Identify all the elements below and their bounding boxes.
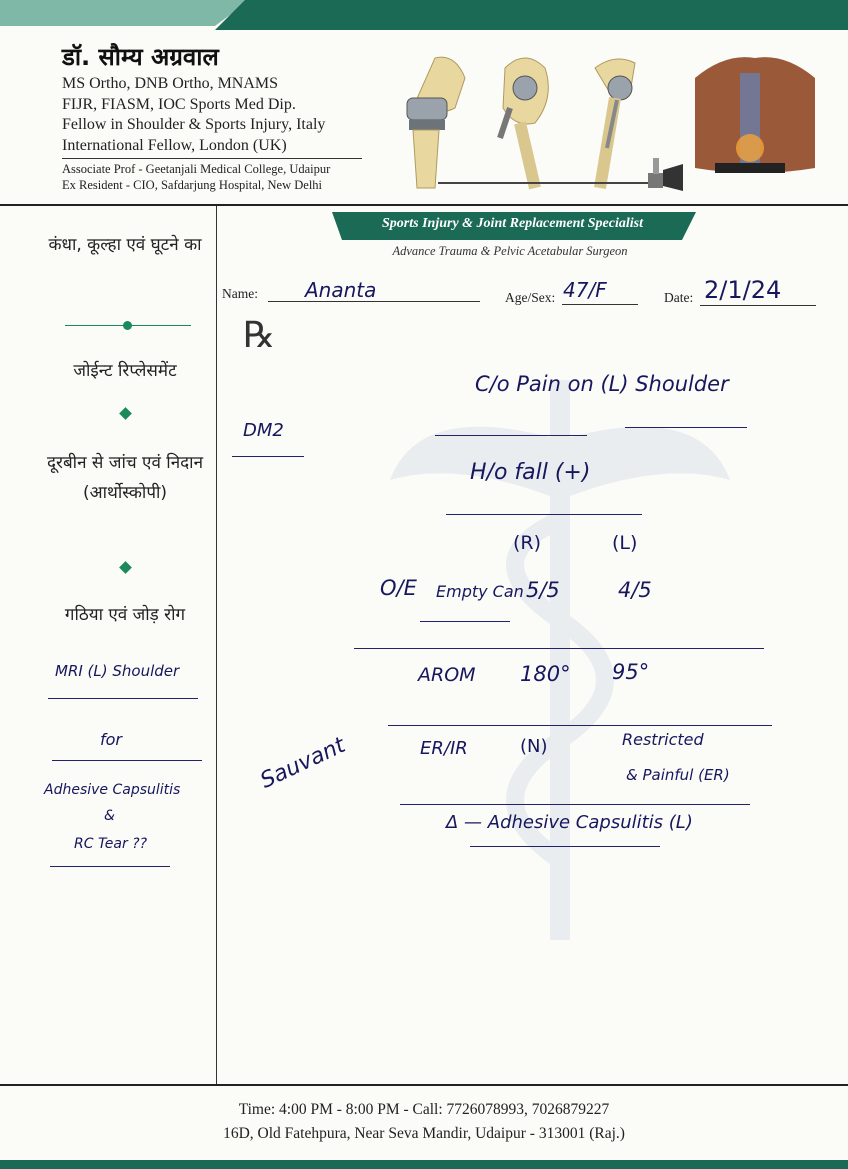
header-rule xyxy=(0,204,848,206)
patient-name: Ananta xyxy=(305,278,377,302)
sidebar-item-joint-replacement: जोईन्ट रिप्लेसमेंट xyxy=(73,361,177,381)
footer-address: 16D, Old Fatehpura, Near Seva Mandir, Udaipur - 313001 (Raj.) xyxy=(223,1125,625,1142)
diamond-icon xyxy=(119,407,132,420)
arom-right: 180° xyxy=(520,662,571,686)
banner-subtitle: Advance Trauma & Pelvic Acetabular Surgeon xyxy=(392,244,628,258)
side-right: (R) xyxy=(513,532,542,554)
qualification-line: FIJR, FIASM, IOC Sports Med Dip. xyxy=(62,95,296,113)
doctor-signature: Sauvant xyxy=(256,732,350,794)
er-ir-right: (N) xyxy=(520,736,548,757)
caduceus-watermark-icon xyxy=(380,360,740,960)
footer-timing: Time: 4:00 PM - 8:00 PM - Call: 7726078993, 7026879227 xyxy=(238,1101,610,1118)
ink-underline xyxy=(470,846,660,847)
ink-underline xyxy=(446,514,642,515)
empty-can-test: Empty Can xyxy=(436,582,524,601)
age-line xyxy=(562,304,638,305)
age-sex-label: Age/Sex: xyxy=(505,290,556,305)
name-label: Name: xyxy=(222,286,258,301)
ink-underline xyxy=(52,760,202,761)
empty-can-left: 4/5 xyxy=(618,578,652,602)
history-dm: DM2 xyxy=(243,420,284,441)
qualification-line: MS Ortho, DNB Ortho, MNAMS xyxy=(62,75,279,92)
ink-underline xyxy=(420,621,510,622)
note-ampersand: & xyxy=(104,808,115,824)
bottom-brand-bar xyxy=(0,1160,848,1169)
er-ir-left-2: & Painful (ER) xyxy=(626,766,730,784)
sidebar-separator-dot xyxy=(123,321,132,330)
chief-complaint: C/o Pain on (L) Shoulder xyxy=(475,372,729,396)
qualification-line: International Fellow, London (UK) xyxy=(62,136,287,154)
top-brand-bar xyxy=(0,0,848,30)
ink-underline xyxy=(400,804,750,805)
oe-label: O/E xyxy=(380,576,417,600)
date-label: Date: xyxy=(664,290,694,305)
note-for: for xyxy=(100,730,122,749)
ink-underline xyxy=(50,866,170,867)
doctor-qualifications xyxy=(62,74,325,156)
er-ir-label: ER/IR xyxy=(420,738,468,759)
sidebar-item-joint-replacement-body: कंधा, कूल्हा एवं घूटने का xyxy=(48,235,202,255)
note-diagnosis-1: Adhesive Capsulitis xyxy=(44,782,181,798)
ink-underline xyxy=(232,456,304,457)
sidebar-divider xyxy=(216,206,217,1084)
diagnosis: Δ — Adhesive Capsulitis (L) xyxy=(446,812,693,833)
header-divider xyxy=(62,158,362,159)
sidebar-item-arthritis: गठिया एवं जोड़ रोग xyxy=(64,605,186,625)
ink-underline xyxy=(48,698,198,699)
back-pain-icon xyxy=(695,57,815,173)
rx-icon: ℞ xyxy=(243,315,276,355)
affiliation-line: Associate Prof - Geetanjali Medical College, Udaipur xyxy=(62,162,331,176)
doctor-affiliations xyxy=(62,161,330,193)
note-mri: MRI (L) Shoulder xyxy=(55,662,180,680)
ink-underline xyxy=(354,648,764,649)
ink-underline xyxy=(388,725,772,726)
ink-underline xyxy=(625,427,747,428)
history-fall: H/o fall (+) xyxy=(470,460,591,485)
qualification-line: Fellow in Shoulder & Sports Injury, Italy xyxy=(62,116,326,133)
note-diagnosis-2: RC Tear ?? xyxy=(74,836,148,852)
empty-can-right: 5/5 xyxy=(526,578,560,602)
ink-underline xyxy=(435,435,587,436)
arthroscope-icon xyxy=(438,158,693,192)
footer-rule xyxy=(0,1084,848,1086)
side-left: (L) xyxy=(612,532,638,554)
diamond-icon xyxy=(119,561,132,574)
arom-left: 95° xyxy=(612,660,650,684)
prescription-date: 2/1/24 xyxy=(704,276,782,304)
banner-title: Sports Injury & Joint Replacement Specialist xyxy=(382,216,643,231)
doctor-name: डॉ. सौम्य अग्रवाल xyxy=(62,43,219,71)
date-line xyxy=(700,305,816,306)
sidebar-item-arthroscopy: दूरबीन से जांच एवं निदान (आर्थोस्कोपी) xyxy=(47,453,203,503)
patient-age-sex: 47/F xyxy=(563,278,607,302)
arom-label: AROM xyxy=(418,664,476,686)
er-ir-left-1: Restricted xyxy=(622,730,704,749)
affiliation-line: Ex Resident - CIO, Safdarjung Hospital, New Delhi xyxy=(62,178,323,192)
